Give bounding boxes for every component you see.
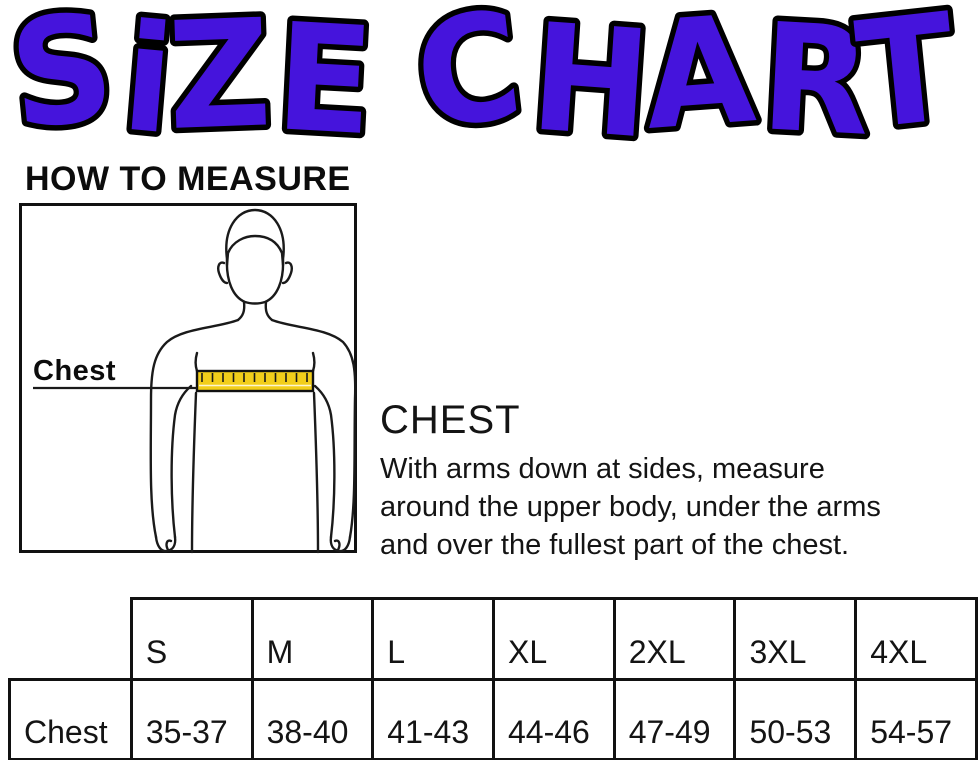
size-col-s: S: [131, 599, 252, 680]
chest-value-l: 41-43: [373, 680, 494, 760]
chest-section-heading: CHEST: [380, 398, 521, 442]
chest-value-4xl: 54-57: [856, 680, 977, 760]
chest-value-s: 35-37: [131, 680, 252, 760]
chest-value-xl: 44-46: [493, 680, 614, 760]
size-col-m: M: [252, 599, 373, 680]
size-col-xl: XL: [493, 599, 614, 680]
chest-description-line: With arms down at sides, measure: [380, 453, 825, 485]
chest-figure-label: Chest: [33, 355, 117, 387]
size-table-header-row: [10, 599, 977, 680]
size-col-2xl: 2XL: [614, 599, 735, 680]
figure-box: [19, 203, 357, 553]
size-table-blank-cell: [10, 599, 132, 680]
size-chart-title-text: SiZE CHART: [2, 0, 970, 172]
size-col-3xl: 3XL: [735, 599, 856, 680]
size-table: [8, 597, 978, 760]
size-col-l: L: [373, 599, 494, 680]
size-table-chest-row: [10, 680, 977, 760]
chest-description-line: and over the fullest part of the chest.: [380, 529, 850, 561]
size-chart-title-art: [0, 0, 978, 172]
chest-value-m: 38-40: [252, 680, 373, 760]
chest-value-2xl: 47-49: [614, 680, 735, 760]
chest-description-line: around the upper body, under the arms: [380, 491, 881, 523]
chest-description: [380, 450, 978, 564]
measuring-tape: [197, 371, 313, 391]
how-to-measure-heading: HOW TO MEASURE: [25, 160, 351, 198]
chest-value-3xl: 50-53: [735, 680, 856, 760]
size-col-4xl: 4XL: [856, 599, 977, 680]
chest-row-label: Chest: [10, 680, 132, 760]
